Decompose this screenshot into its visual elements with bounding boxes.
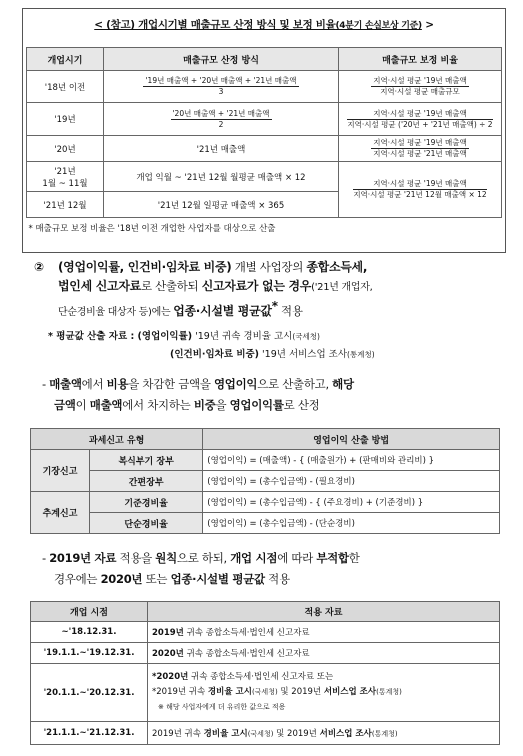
table-row: 간편장부 (영업이익) = (총수입금액) - (필요경비) [31, 471, 500, 492]
table-row: 추계신고 기준경비율 (영업이익) = (총수입금액) - { (주요경비) + (기준경비) } [31, 492, 500, 513]
table-row: ~'18.12.31. 2019년 귀속 종합소득세·법인세 신고자료 [31, 622, 500, 643]
section-2-line-3: 단순경비율 대상자 등)에는 업종·시설별 평균값* 적용 [58, 299, 303, 318]
table-row: '21년 1월 ~ 11월 개업 익월 ~ '21년 12월 월평균 매출액 × 12 $\frac{\text{지역·시설 평균 '19년 매출액}}{\text{지역·시설 평균 '21년 12월 매출액 × 12}}$ [27, 162, 502, 192]
header-period: 개업시기 [27, 48, 104, 71]
table-row: '18년 이전 $\frac{\text{'19년 매출액 + '20년 매출액 + '21년 매출액}}{3}$ $\frac{\text{지역·시설 평균 '19년 매출액}}{\text{지역·시설 평균 매출규모}}$ [27, 71, 502, 103]
header-method: 매출규모 산정 방식 [104, 48, 339, 71]
reference-box [22, 8, 506, 253]
operating-margin-bullet: - 매출액에서 비용을 차감한 금액을 영업이익으로 산출하고, 해당 금액이 매출액에서 차지하는 비중을 영업이익률로 산정 [42, 377, 354, 412]
section-2-line-2: 법인세 신고자료로 산출하되 신고자료가 없는 경우('21년 개업자, [58, 279, 373, 293]
table-row: 단순경비율 (영업이익) = (총수입금액) - (단순경비) [31, 513, 500, 534]
section-2-line-1: (영업이익률, 인건비·임차료 비중) 개별 사업장의 종합소득세, [58, 260, 368, 274]
table-row: 기장신고 복식부기 장부 (영업이익) = (매출액) - { (매출원가) + (판매비와 관리비) } [31, 450, 500, 471]
table-row: '21.1.1.~'21.12.31. 2019년 귀속 경비율 고시(국세청) 및 2019년 서비스업 조사(통계청) [31, 722, 500, 745]
average-source-note: * 평균값 산출 자료 : (영업이익률) '19년 귀속 경비율 고시(국세청) (인건비·임차료 비중) '19년 서비스업 조사(통계청) [48, 331, 375, 360]
table-row: '19년 $\frac{\text{'20년 매출액 + '21년 매출액}}{2}$ $\frac{\text{지역·시설 평균 '19년 매출액}}{\text{지역·시설 평균 ('20년 + '21년 매출액) ÷ 2}}$ [27, 103, 502, 136]
opening-date-table: 개업 시점 적용 자료 ~'18.12.31. 2019년 귀속 종합소득세·법인세 신고자료 '19.1.1.~'19.12.31. 2020년 귀속 종합소득세·법인세 신고자료 '20.1.1.~'20.12.31. *2020년 귀속 종합소득세·법인세 신고자료 또는 *2019년 귀속 경비율 고시(국세청) 및 2019년 서비스업 조사(통계청) ※ 해당 사업자에게 더 유리한 값으로 적용 '21.1.1.~'21.12.31. 2019년 귀속 경비율 고시(국세청) 및 2019년 서비스업 조사(통계청) [30, 601, 500, 745]
section-2: ② (영업이익률, 인건비·임차료 비중) 개별 사업장의 종합소득세, 법인세 신고자료로 산출하되 신고자료가 없는 경우('21년 개업자, 단순경비율 대상자 등)에는 업종·시설별 평균값* 적용 [58, 258, 508, 322]
footnote: * 매출규모 보정 비율은 '18년 이전 개업한 사업자를 대상으로 산출 [27, 218, 502, 239]
table-row: '21년 12월 '21년 12월 일평균 매출액 × 365 [27, 192, 502, 218]
data-year-bullet: - 2019년 자료 적용을 원칙으로 하되, 개업 시점에 따라 부적합한 경우에는 2020년 또는 업종·시설별 평균값 적용 [42, 551, 360, 586]
operating-profit-table: 과세신고 유형 영업이익 산출 방법 기장신고 복식부기 장부 (영업이익) = (매출액) - { (매출원가) + (판매비와 관리비) } 간편장부 (영업이익) = (총수입금액) - (필요경비) 추계신고 기준경비율 (영업이익) = (총수입금액) - { (주요경비) + (기준경비) } 단순경비율 (영업이익) = (총수입금액) - (단순경비) [30, 428, 500, 534]
header-ratio: 매출규모 보정 비율 [339, 48, 502, 71]
table-row: '20년 '21년 매출액 $\frac{\text{지역·시설 평균 '19년 매출액}}{\text{지역·시설 평균 '21년 매출액}}$ [27, 136, 502, 162]
sales-scale-table [26, 47, 502, 238]
table-row: '19.1.1.~'19.12.31. 2020년 귀속 종합소득세·법인세 신고자료 [31, 643, 500, 664]
table-row: '20.1.1.~'20.12.31. *2020년 귀속 종합소득세·법인세 신고자료 또는 *2019년 귀속 경비율 고시(국세청) 및 2019년 서비스업 조사(통계청) ※ 해당 사업자에게 더 유리한 값으로 적용 [31, 664, 500, 722]
reference-title: < (참고) 개업시기별 매출규모 산정 방식 및 보정 비율(4분기 손실보상 기준) > [94, 19, 434, 31]
